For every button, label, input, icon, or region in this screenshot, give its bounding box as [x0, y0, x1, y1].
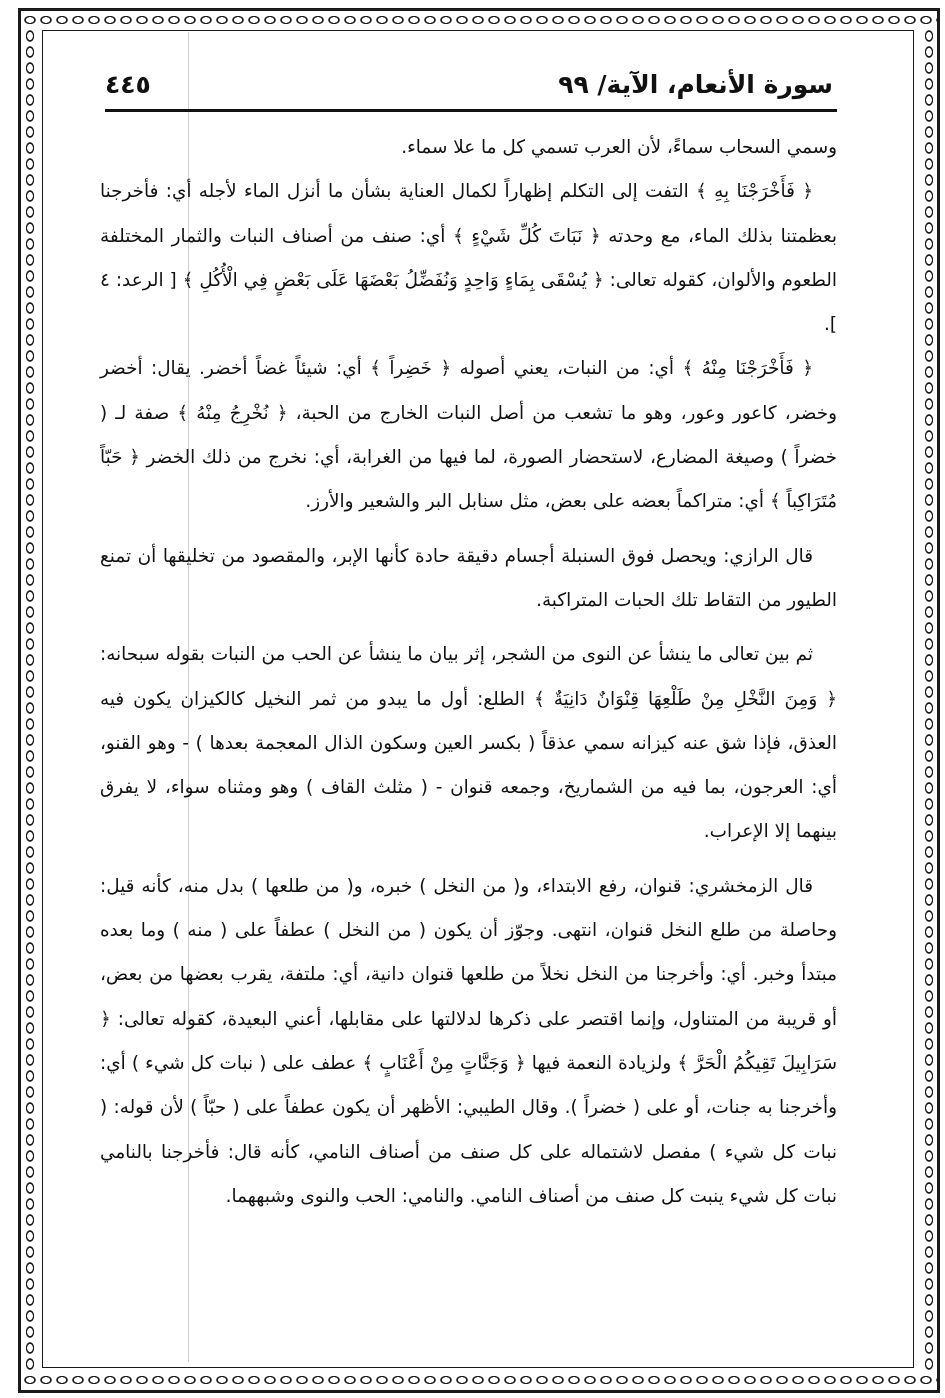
paragraph: قال الرازي: ويحصل فوق السنبلة أجسام دقيقة حادة كأنها الإبر، والمقصود من تخليقها أن تمنع الطيور من التقاط تلك الحبات المتراكبة.	[100, 545, 837, 611]
ornamental-border-top	[22, 12, 937, 28]
running-title: سورة الأنعام، الآية/ ٩٩	[558, 69, 833, 99]
ornamental-border-right	[921, 28, 937, 1370]
paragraph: ﴿ فَأَخْرَجْنَا مِنْهُ ﴾ أي: من النبات، يعني أصوله ﴿ خَضِراً ﴾ أي: شيئاً غضاً أخضر. يقال: أخضر وخضر، كاعور وعور، وهو ما تشعب من أصل النبات الخارج من الحبة، ﴿ نُخْرِجُ مِنْهُ ﴾ صفة لـ ( خضراً ) وصيغة المضارع، لاستحضار الصورة، لما فيها من الغرابة، أي: نخرج من ذلك الخضر ﴿ حَبّاً مُتَرَاكِباً ﴾ أي: متراكماً بعضه على بعض، مثل سنابل البر والشعير والأرز.	[100, 358, 837, 513]
paragraph: ثم بين تعالى ما ينشأ عن النوى من الشجر، إثر بيان ما ينشأ عن الحب من النبات بقوله سبحانه: ﴿ وَمِنَ النَّخْلِ مِنْ طَلْعِهَا قِنْوَانٌ دَانِيَةٌ ﴾ الطلع: أول ما يبدو من ثمر النخيل كالكيزان يكون فيه العذق، فإذا شق عنه كيزانه سمي عذقاً ( بكسر العين وسكون الذال المعجمة بعدها ) - وهو القنو، أي: العرجون، بما فيه من الشماريخ، وجمعه قنوان - ( مثلث القاف ) وهو ومثناه سواء، لا يفرق بينهما إلا الإعراب.	[100, 644, 837, 843]
page-header	[105, 62, 833, 106]
ornamental-border-bottom	[22, 1372, 937, 1388]
paragraph: وسمي السحاب سماءً، لأن العرب تسمي كل ما علا سماء.	[401, 137, 837, 158]
header-rule	[105, 109, 837, 112]
page-number: ٤٤٥	[105, 69, 151, 99]
body-text	[100, 126, 837, 1219]
ornamental-border-left	[22, 28, 38, 1370]
paragraph: ﴿ فَأَخْرَجْنَا بِهِ ﴾ التفت إلى التكلم إظهاراً لكمال العناية بشأن ما أنزل الماء لأجله أي: فأخرجنا بعظمتنا بذلك الماء، مع وحدته ﴿ نَبَاتَ كُلِّ شَيْءٍ ﴾ أي: صنف من أصناف النبات والثمار المختلفة الطعوم والألوان، كقوله تعالى: ﴿ يُسْقَى بِمَاءٍ وَاحِدٍ وَنُفَضِّلُ بَعْضَهَا عَلَى بَعْضٍ فِي الْأُكُلِ ﴾ [ الرعد: ٤ ].	[100, 181, 837, 336]
paragraph: قال الزمخشري: قنوان، رفع الابتداء، و( من النخل ) خبره، و( من طلعها ) بدل منه، كأنه قيل: وحاصلة من طلع النخل قنوان، انتهى. وجوّز أن يكون ( من النخل ) عطفاً على ( منه ) وما بعده مبتدأ وخبر. أي: وأخرجنا من النخل نخلاً من طلعها قنوان دانية، أي: ملتفة، يقرب بعضها من بعض، أو قريبة من المتناول، وإنما اقتصر على ذكرها لدلالتها على مقابلها، أعني البعيدة، كقوله تعالى: ﴿ سَرَابِيلَ تَقِيكُمُ الْحَرَّ ﴾ ولزيادة النعمة فيها ﴿ وَجَنَّاتٍ مِنْ أَعْنَابٍ ﴾ عطف على ( نبات كل شيء ) أي: وأخرجنا به جنات، أو على ( خضراً ). وقال الطيبي: الأظهر أن يكون عطفاً على ( حبّاً ) لأن قوله: ( نبات كل شيء ) مفصل لاشتماله على كل صنف من أصناف النامي، كأنه قال: فأخرجنا بالنامي نبات كل شيء ينبت كل صنف من أصناف النامي. والنامي: الحب والنوى وشبههما.	[100, 875, 837, 1207]
